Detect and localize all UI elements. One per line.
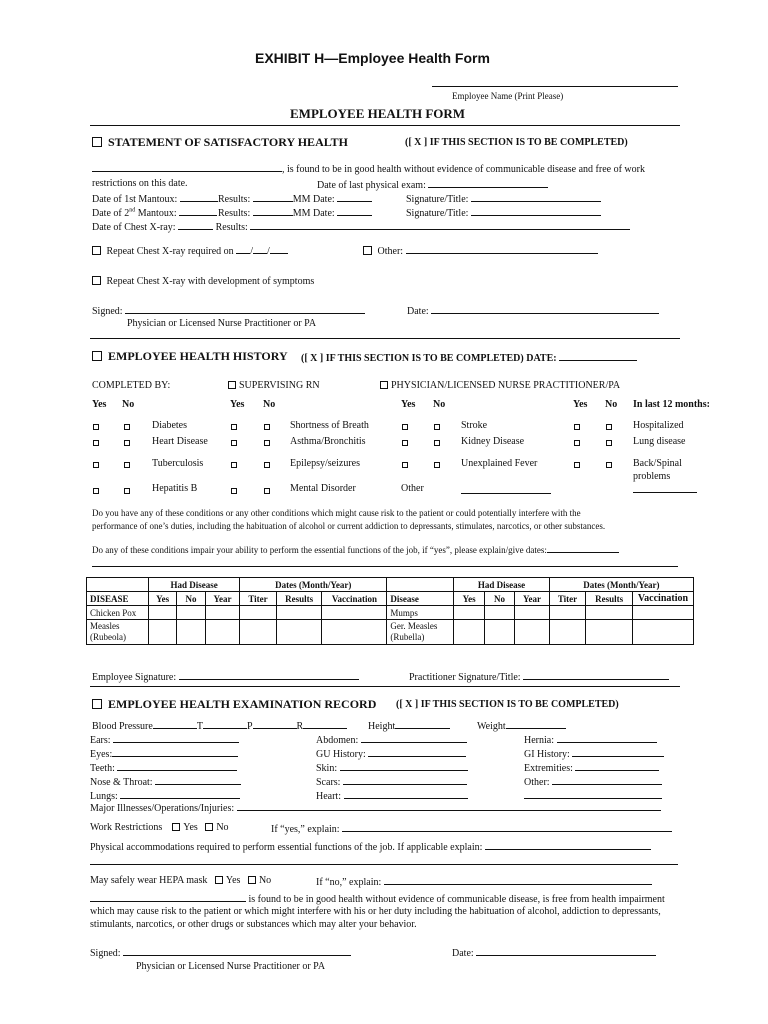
table-cell[interactable] xyxy=(322,606,387,620)
back-no-checkbox[interactable] xyxy=(606,462,612,468)
mantoux2-date-field[interactable] xyxy=(179,206,217,216)
temp-field[interactable] xyxy=(203,719,247,729)
physician-np-label: PHYSICIAN/LICENSED NURSE PRACTITIONER/PA xyxy=(391,380,621,391)
section3-title: EMPLOYEE HEALTH EXAMINATION RECORD xyxy=(108,697,377,711)
other-field[interactable] xyxy=(406,244,598,254)
column-header: Vaccination xyxy=(632,592,693,606)
condition-label: Tuberculosis xyxy=(152,458,204,469)
section3-signed-row xyxy=(90,946,351,959)
condition-label: Lung disease xyxy=(633,436,686,447)
accommodations-label: Physical accommodations required to perform essential functions of the job. If applicable explain: xyxy=(90,842,483,853)
condition-label: Other xyxy=(401,483,424,494)
heart-no-checkbox[interactable] xyxy=(124,440,130,446)
skin-label: Skin: xyxy=(316,763,338,774)
blood-pressure-field[interactable] xyxy=(153,719,197,729)
exam-field-row xyxy=(90,733,239,746)
epilepsy-yes-checkbox[interactable] xyxy=(231,462,237,468)
section1-date-row xyxy=(407,304,659,317)
table-cell[interactable] xyxy=(148,606,176,620)
lungs-field[interactable] xyxy=(120,789,240,799)
form-title: EMPLOYEE HEALTH FORM xyxy=(290,106,466,121)
signed-label: Signed: xyxy=(92,306,123,317)
table-cell xyxy=(87,578,149,592)
condition-label: Diabetes xyxy=(152,420,187,431)
section3-date-field[interactable] xyxy=(476,946,656,956)
disease-name-line1: Measles xyxy=(90,621,120,631)
work-restrictions-label: Work Restrictions xyxy=(90,822,163,833)
column-header: Year xyxy=(205,592,240,606)
hepa-yes-checkbox[interactable] xyxy=(215,876,223,884)
blood-pressure-label: Blood Pressure xyxy=(92,721,153,732)
mantoux1-label: Date of 1st Mantoux: xyxy=(92,194,178,205)
mantoux2-label: Date of 2 xyxy=(92,208,130,219)
divider xyxy=(90,125,680,126)
hepb-yes-checkbox[interactable] xyxy=(93,488,99,494)
back-yes-checkbox[interactable] xyxy=(574,462,580,468)
kidney-yes-checkbox[interactable] xyxy=(402,440,408,446)
eyes-label: Eyes: xyxy=(90,749,113,760)
if-yes-row xyxy=(271,822,672,835)
section1-heading xyxy=(92,135,348,150)
table-cell[interactable] xyxy=(586,620,633,645)
table-cell[interactable] xyxy=(276,620,322,645)
heart-label: Heart: xyxy=(316,791,341,802)
repeat-xray-symptoms-checkbox[interactable] xyxy=(92,276,101,285)
mental-no-checkbox[interactable] xyxy=(264,488,270,494)
employee-name-field[interactable] xyxy=(92,162,282,172)
section1-signed-row xyxy=(92,304,365,317)
table-cell[interactable] xyxy=(177,620,205,645)
temp-label: T xyxy=(196,721,203,732)
no-label: No xyxy=(216,822,229,833)
repeat-xray-symptoms-label: Repeat Chest X-ray with development of symptoms xyxy=(106,276,315,287)
tb-no-checkbox[interactable] xyxy=(124,462,130,468)
extremities-label: Extremities: xyxy=(524,763,573,774)
blank-exam-field[interactable] xyxy=(524,789,662,799)
mantoux1-results xyxy=(218,192,372,205)
lungs-label: Lungs: xyxy=(90,791,118,802)
employee-signature-field[interactable] xyxy=(179,670,359,680)
sob-yes-checkbox[interactable] xyxy=(231,424,237,430)
table-cell[interactable] xyxy=(148,620,176,645)
supervising-rn-checkbox[interactable] xyxy=(228,381,236,389)
final-statement-line3: stimulants, narcotics, or other drugs or substances which may alter your behavior. xyxy=(90,919,417,930)
if-no-field[interactable] xyxy=(384,875,652,885)
mantoux1-signature-field[interactable] xyxy=(471,192,601,202)
other-condition-field[interactable] xyxy=(461,484,551,494)
chest-xray-results-field[interactable] xyxy=(250,220,630,230)
section1-statement-cont: restrictions on this date. xyxy=(92,178,188,189)
accommodations-row xyxy=(90,840,651,853)
practitioner-signature-field[interactable] xyxy=(523,670,669,680)
had-disease-header: Had Disease xyxy=(148,578,239,592)
physician-np-option[interactable] xyxy=(380,380,620,391)
final-statement-line2: which may cause risk to the patient or which might interfere with his or her duty including the habituation of alcohol, addiction to depressants, xyxy=(90,906,661,917)
divider xyxy=(90,338,680,339)
nose-throat-label: Nose & Throat: xyxy=(90,777,153,788)
weight-label: Weight xyxy=(477,721,506,732)
table-cell xyxy=(387,578,454,592)
ears-label: Ears: xyxy=(90,735,111,746)
column-header: Titer xyxy=(549,592,586,606)
table-cell[interactable] xyxy=(549,606,586,620)
section3-heading xyxy=(92,697,376,712)
major-illnesses-row xyxy=(90,801,661,814)
no-header: No xyxy=(122,399,135,410)
repeat-xray-year[interactable] xyxy=(270,244,288,254)
table-cell[interactable] xyxy=(276,606,322,620)
question1-line2: performance of one’s duties, including the habituation of alcohol or current addiction to depressants, stimulates, narcotics, or other substances. xyxy=(92,521,606,531)
no-header: No xyxy=(263,399,276,410)
supervising-rn-label: SUPERVISING RN xyxy=(239,380,320,391)
condition-label: Heart Disease xyxy=(152,436,208,447)
mental-yes-checkbox[interactable] xyxy=(231,488,237,494)
vitals-row xyxy=(92,719,347,732)
hepa-row xyxy=(90,875,271,886)
section3-date-row xyxy=(452,946,656,959)
teeth-field[interactable] xyxy=(117,761,237,771)
supervising-rn-option[interactable] xyxy=(228,380,320,391)
question2-row xyxy=(92,543,619,555)
hepb-no-checkbox[interactable] xyxy=(124,488,130,494)
extremities-field[interactable] xyxy=(575,761,659,771)
sob-no-checkbox[interactable] xyxy=(264,424,270,430)
signature-title-label: Signature/Title: xyxy=(406,208,469,219)
hospitalized-no-checkbox[interactable] xyxy=(606,424,612,430)
mantoux2-results-field[interactable] xyxy=(253,206,293,216)
condition-label: Mental Disorder xyxy=(290,483,356,494)
signature-title-label: Signature/Title: xyxy=(406,194,469,205)
exam-field-row xyxy=(90,761,237,774)
condition-label: Hepatitis B xyxy=(152,483,198,494)
column-header: Results xyxy=(276,592,322,606)
employee-name-label: Employee Name (Print Please) xyxy=(452,91,564,101)
abdomen-field[interactable] xyxy=(361,733,467,743)
exam-field-row xyxy=(316,761,468,774)
section3-signed-field[interactable] xyxy=(123,946,351,956)
column-header: Year xyxy=(515,592,550,606)
results-label: Results: xyxy=(215,222,248,233)
date-label: Date: xyxy=(452,948,474,959)
section2-date-field[interactable] xyxy=(559,351,637,361)
condition-label: Hospitalized xyxy=(633,420,684,431)
other-label: Other: xyxy=(377,246,404,257)
yes-header: Yes xyxy=(230,399,245,410)
disease-name-line2: (Rubella) xyxy=(390,632,425,642)
condition-label: Asthma/Bronchitis xyxy=(290,436,366,447)
yes-header: Yes xyxy=(573,399,588,410)
results-label: Results: xyxy=(218,208,251,219)
last-exam-label: Date of last physical exam: xyxy=(317,180,426,191)
dates-header: Dates (Month/Year) xyxy=(240,578,387,592)
weight-field[interactable] xyxy=(506,719,566,729)
yes-label: Yes xyxy=(225,875,241,886)
column-header: Yes xyxy=(454,592,484,606)
question2-field[interactable] xyxy=(547,543,619,553)
diabetes-no-checkbox[interactable] xyxy=(124,424,130,430)
signed-label: Signed: xyxy=(90,948,121,959)
table-cell[interactable] xyxy=(586,606,633,620)
employee-signature-row xyxy=(92,670,359,683)
question1-line1: Do you have any of these conditions or any other conditions which might cause risk to the patient or could potentially interfere with the xyxy=(92,508,581,518)
last12-header: In last 12 months: xyxy=(633,399,710,410)
condition-label: Unexplained Fever xyxy=(461,458,538,469)
mantoux2-signature xyxy=(406,206,601,219)
results-label: Results: xyxy=(218,194,251,205)
work-restrictions-no-checkbox[interactable] xyxy=(205,823,213,831)
disease-name-line1: Ger. Measles xyxy=(390,621,438,631)
last-exam-field[interactable] xyxy=(428,178,548,188)
column-header: Titer xyxy=(240,592,277,606)
mantoux2-label-post: Mantoux: xyxy=(135,208,177,219)
accommodations-line[interactable] xyxy=(90,864,678,865)
column-header: Vaccination xyxy=(322,592,387,606)
table-cell[interactable] xyxy=(484,620,514,645)
table-cell[interactable] xyxy=(515,606,550,620)
if-no-row xyxy=(316,875,652,888)
work-restrictions-yes-checkbox[interactable] xyxy=(172,823,180,831)
yes-header: Yes xyxy=(92,399,107,410)
scars-label: Scars: xyxy=(316,777,341,788)
final-employee-name-field[interactable] xyxy=(90,892,246,902)
chest-xray-row xyxy=(92,220,630,233)
repeat-xray-month[interactable] xyxy=(236,244,250,254)
other-exam-field[interactable] xyxy=(552,775,662,785)
table-cell[interactable] xyxy=(549,620,586,645)
divider xyxy=(90,686,680,687)
mm-date-label: MM Date: xyxy=(292,194,335,205)
section3-physician-caption: Physician or Licensed Nurse Practitioner or PA xyxy=(136,961,326,972)
tb-yes-checkbox[interactable] xyxy=(93,462,99,468)
column-header: No xyxy=(484,592,514,606)
condition-label: problems xyxy=(633,471,671,482)
exam-field-row xyxy=(90,747,238,760)
table-cell[interactable] xyxy=(240,620,277,645)
repeat-xray-label: Repeat Chest X-ray required on xyxy=(106,246,234,257)
hernia-field[interactable] xyxy=(557,733,657,743)
diabetes-yes-checkbox[interactable] xyxy=(93,424,99,430)
column-header: Yes xyxy=(148,592,176,606)
table-cell[interactable] xyxy=(240,606,277,620)
gi-history-field[interactable] xyxy=(572,747,664,757)
back-problems-field[interactable] xyxy=(633,483,697,493)
condition-label: Shortness of Breath xyxy=(290,420,369,431)
section2-instruction: ([ X ] IF THIS SECTION IS TO BE COMPLETED) DATE: xyxy=(301,353,557,364)
table-cell[interactable] xyxy=(632,606,693,620)
practitioner-signature-row xyxy=(409,670,669,683)
condition-label: Epilepsy/seizures xyxy=(290,458,360,469)
weight-row xyxy=(477,719,566,732)
other-checkbox[interactable] xyxy=(363,246,372,255)
work-restrictions-row xyxy=(90,822,229,833)
section3-instruction: ([ X ] IF THIS SECTION IS TO BE COMPLETED) xyxy=(396,699,619,710)
mantoux1-mm-date-field[interactable] xyxy=(337,192,372,202)
mantoux1-signature xyxy=(406,192,601,205)
asthma-yes-checkbox[interactable] xyxy=(231,440,237,446)
exam-field-row xyxy=(524,775,662,788)
eyes-field[interactable] xyxy=(112,747,238,757)
height-row xyxy=(368,719,450,732)
exam-field-row xyxy=(90,775,241,788)
hospitalized-yes-checkbox[interactable] xyxy=(574,424,580,430)
chest-xray-label: Date of Chest X-ray: xyxy=(92,222,176,233)
fever-yes-checkbox[interactable] xyxy=(402,462,408,468)
kidney-no-checkbox[interactable] xyxy=(434,440,440,446)
condition-label: Stroke xyxy=(461,420,488,431)
hepa-label: May safely wear HEPA mask xyxy=(90,875,208,886)
pulse-label: P xyxy=(246,721,253,732)
mantoux2-signature-field[interactable] xyxy=(471,206,601,216)
mantoux2-results xyxy=(218,206,372,219)
mantoux1-results-field[interactable] xyxy=(253,192,293,202)
repeat-xray-checkbox[interactable] xyxy=(92,246,101,255)
repeat-xray-day[interactable] xyxy=(253,244,267,254)
asthma-no-checkbox[interactable] xyxy=(264,440,270,446)
mantoux1-row xyxy=(92,192,218,205)
height-label: Height xyxy=(368,721,396,732)
disease-name xyxy=(387,620,454,645)
scars-field[interactable] xyxy=(343,775,467,785)
no-label: No xyxy=(258,875,272,886)
disease-name: Chicken Pox xyxy=(87,606,149,620)
table-cell[interactable] xyxy=(454,620,484,645)
mantoux2-sup: nd xyxy=(129,207,136,214)
column-header: Disease xyxy=(387,592,454,606)
disease-table xyxy=(86,577,694,645)
abdomen-label: Abdomen: xyxy=(316,735,359,746)
section2-checkbox[interactable] xyxy=(92,351,102,361)
employee-name-line[interactable] xyxy=(432,86,678,87)
table-cell[interactable] xyxy=(484,606,514,620)
explain-line[interactable] xyxy=(92,566,678,567)
exam-field-row xyxy=(316,733,467,746)
completed-by-label: COMPLETED BY: xyxy=(92,380,171,391)
section3-checkbox[interactable] xyxy=(92,699,102,709)
column-header: No xyxy=(177,592,205,606)
if-no-label: If “no,” explain: xyxy=(316,877,382,888)
pulse-field[interactable] xyxy=(253,719,297,729)
height-field[interactable] xyxy=(395,719,450,729)
heart-field[interactable] xyxy=(344,789,468,799)
skin-field[interactable] xyxy=(340,761,468,771)
repeat-xray-row: Repeat Chest X-ray required on / / xyxy=(92,244,288,257)
section2-title: EMPLOYEE HEALTH HISTORY xyxy=(108,349,288,363)
no-header: No xyxy=(433,399,446,410)
yes-header: Yes xyxy=(401,399,416,410)
section1-title: STATEMENT OF SATISFACTORY HEALTH xyxy=(108,135,348,149)
nose-throat-field[interactable] xyxy=(155,775,241,785)
section1-signed-field[interactable] xyxy=(125,304,365,314)
column-header: DISEASE xyxy=(87,592,149,606)
mantoux1-date-field[interactable] xyxy=(180,192,218,202)
exam-field-row xyxy=(316,775,467,788)
table-cell[interactable] xyxy=(632,620,693,645)
gu-history-label: GU History: xyxy=(316,749,366,760)
gi-history-label: GI History: xyxy=(524,749,570,760)
ears-field[interactable] xyxy=(113,733,239,743)
practitioner-signature-label: Practitioner Signature/Title: xyxy=(409,672,521,683)
section2-instruction-row xyxy=(301,351,637,364)
table-cell[interactable] xyxy=(205,606,240,620)
exam-field-row xyxy=(524,733,657,746)
section1-statement: , is found to be in good health without evidence of communicable disease and free of work xyxy=(282,164,645,175)
resp-field[interactable] xyxy=(303,719,347,729)
exam-field-row xyxy=(524,761,659,774)
mantoux2-mm-date-field[interactable] xyxy=(337,206,372,216)
date-label: Date: xyxy=(407,306,429,317)
last-exam-row xyxy=(317,178,548,191)
section2-heading xyxy=(92,349,288,364)
condition-label: Back/Spinal xyxy=(633,458,682,469)
table-cell[interactable] xyxy=(205,620,240,645)
table-cell[interactable] xyxy=(515,620,550,645)
lung-yes-checkbox[interactable] xyxy=(574,440,580,446)
disease-name-line2: (Rubeola) xyxy=(90,632,126,642)
exhibit-title: EXHIBIT H—Employee Health Form xyxy=(255,50,490,66)
major-illnesses-field[interactable] xyxy=(237,801,661,811)
section1-statement-row xyxy=(92,162,645,175)
section1-instruction: ([ X ] IF THIS SECTION IS TO BE COMPLETED) xyxy=(405,137,628,148)
gu-history-field[interactable] xyxy=(368,747,466,757)
other-row xyxy=(363,244,598,257)
final-statement-row xyxy=(90,892,665,905)
had-disease-header: Had Disease xyxy=(454,578,549,592)
lung-no-checkbox[interactable] xyxy=(606,440,612,446)
chest-xray-date-field[interactable] xyxy=(178,220,213,230)
teeth-label: Teeth: xyxy=(90,763,115,774)
table-cell[interactable] xyxy=(454,606,484,620)
table-cell[interactable] xyxy=(322,620,387,645)
physician-np-checkbox[interactable] xyxy=(380,381,388,389)
no-header: No xyxy=(605,399,618,410)
disease-name xyxy=(87,620,149,645)
fever-no-checkbox[interactable] xyxy=(434,462,440,468)
if-yes-field[interactable] xyxy=(342,822,672,832)
resp-label: R xyxy=(296,721,304,732)
other-exam-label: Other: xyxy=(524,777,550,788)
yes-label: Yes xyxy=(183,822,198,833)
column-header: Results xyxy=(586,592,633,606)
section1-checkbox[interactable] xyxy=(92,137,102,147)
stroke-yes-checkbox[interactable] xyxy=(402,424,408,430)
repeat-xray-symptoms-row xyxy=(92,276,314,287)
disease-name: Mumps xyxy=(387,606,454,620)
final-statement-line1: is found to be in good health without evidence of communicable disease, is free from health impairment xyxy=(248,894,665,905)
employee-signature-label: Employee Signature: xyxy=(92,672,177,683)
epilepsy-no-checkbox[interactable] xyxy=(264,462,270,468)
table-cell[interactable] xyxy=(177,606,205,620)
exam-field-row xyxy=(524,747,664,760)
mm-date-label: MM Date: xyxy=(292,208,335,219)
if-yes-label: If “yes,” explain: xyxy=(271,824,340,835)
stroke-no-checkbox[interactable] xyxy=(434,424,440,430)
hepa-no-checkbox[interactable] xyxy=(248,876,256,884)
exam-field-row xyxy=(316,747,466,760)
hernia-label: Hernia: xyxy=(524,735,554,746)
heart-yes-checkbox[interactable] xyxy=(93,440,99,446)
major-illnesses-label: Major Illnesses/Operations/Injuries: xyxy=(90,803,235,814)
section1-date-field[interactable] xyxy=(431,304,659,314)
dates-header: Dates (Month/Year) xyxy=(549,578,693,592)
condition-label: Kidney Disease xyxy=(461,436,525,447)
question2: Do any of these conditions impair your ability to perform the essential functions of the job, if “yes”, please explain/give dates: xyxy=(92,545,547,555)
accommodations-field[interactable] xyxy=(485,840,651,850)
section1-physician-caption: Physician or Licensed Nurse Practitioner or PA xyxy=(127,318,317,329)
mantoux2-row xyxy=(92,206,217,219)
